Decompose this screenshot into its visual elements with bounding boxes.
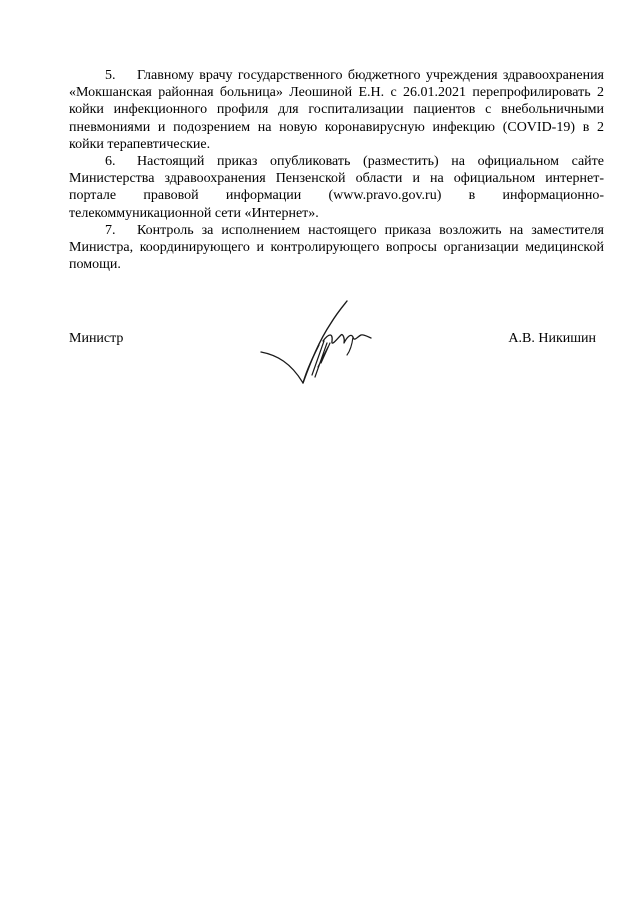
signatory-name: А.В. Никишин (508, 331, 596, 346)
signature-hatch-stroke (312, 341, 330, 377)
signature-vertical-stroke (303, 301, 347, 383)
signature-cursive-stroke (323, 335, 371, 344)
item-number: 6. (105, 154, 116, 170)
item-number: 7. (105, 222, 116, 238)
item-number: 5. (105, 68, 116, 83)
item-text: Главному врачу государственного бюджетного учреждения здравоохранения «Мокшанская районная больница» Леошиной Е.Н. с 26.01.2021 перепрофилировать 2 койки инфекционного профиля для госпитализации пациентов с внебольничными пневмониями и подозрением на новую коронавирусную инфекцию (COVID-19) в 2 койки терапевтические. (69, 68, 604, 152)
handwritten-signature (257, 297, 377, 387)
order-item-5 (69, 67, 604, 153)
item-text: Контроль за исполнением настоящего приказа возложить на заместителя Министра, координирующего и контролирующего вопросы организации медицинской помощи. (69, 222, 604, 273)
order-item-6 (69, 153, 604, 222)
signature-tail-stroke (347, 337, 353, 355)
order-body (69, 67, 604, 273)
signatory-title: Министр (69, 331, 124, 346)
order-item-7 (69, 222, 604, 274)
item-text: Настоящий приказ опубликовать (разместить) на официальном сайте Министерства здравоохранения Пензенской области и на официальном интернет-портале правовой информации (www.pravo.gov.ru) в информационно-телекоммуникационной сети «Интернет». (69, 154, 604, 221)
